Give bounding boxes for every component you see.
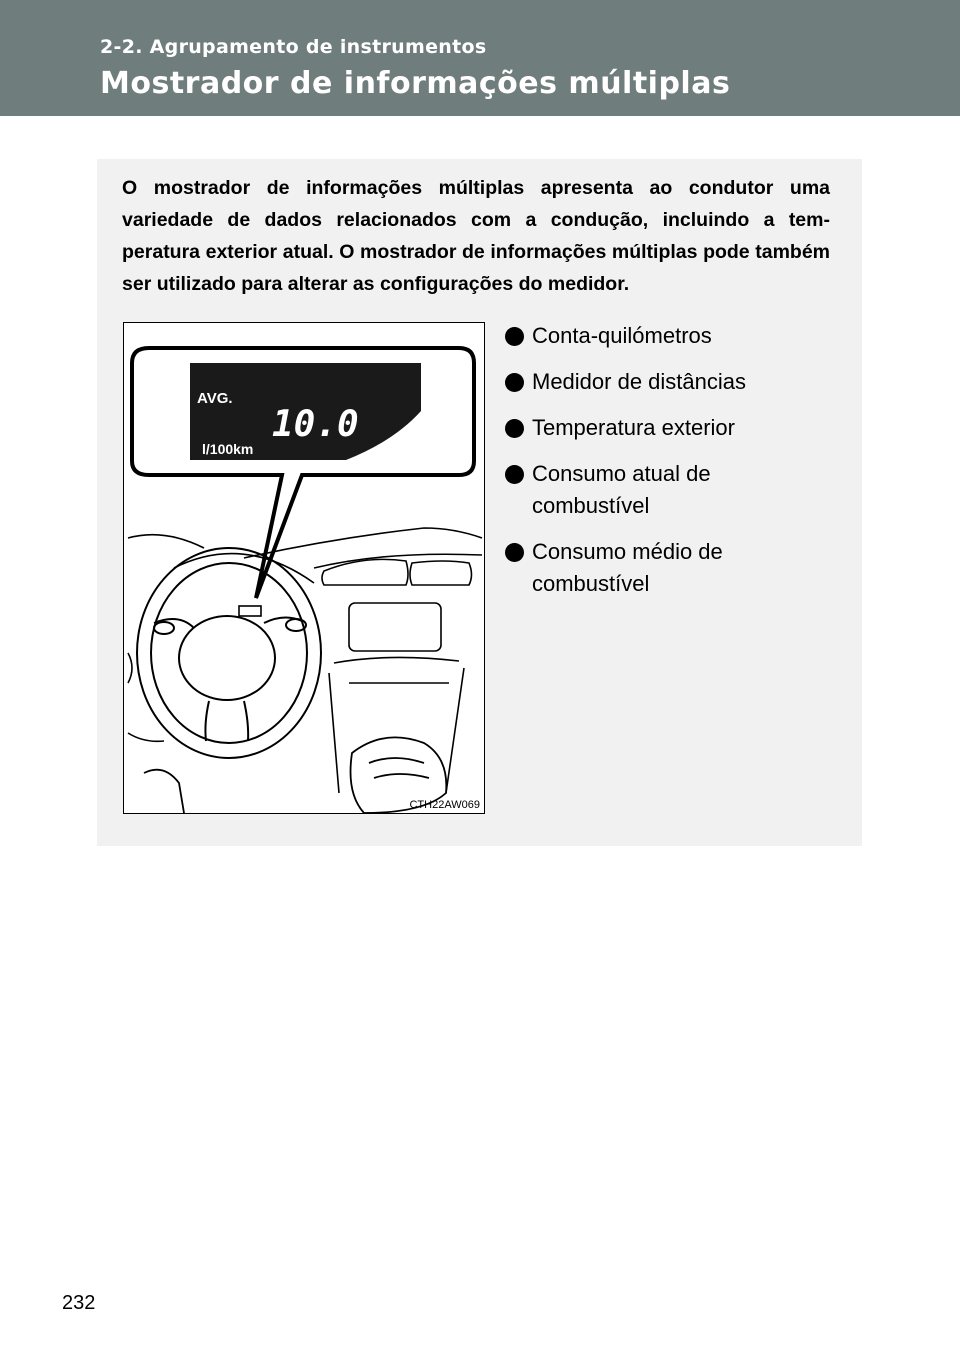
figure-code: CTH22AW069	[409, 799, 480, 811]
list-item: Consumo atual de combustível	[505, 458, 747, 522]
steering-wheel-icon	[137, 548, 321, 758]
page-title: Mostrador de informações múltiplas	[100, 66, 731, 101]
list-item: Conta-quilómetros	[505, 320, 845, 352]
bullet-icon	[505, 419, 524, 438]
dashboard-illustration	[123, 322, 485, 814]
bullet-icon	[505, 543, 524, 562]
section-label: 2-2. Agrupamento de instrumentos	[100, 36, 487, 58]
display-unit: l/100km	[202, 441, 254, 457]
list-item: Temperatura exterior	[505, 412, 845, 444]
page-header	[0, 0, 960, 116]
bullet-icon	[505, 327, 524, 346]
list-item: Medidor de distâncias	[505, 366, 845, 398]
display-value: 10.0	[272, 404, 359, 445]
page-number: 232	[62, 1292, 96, 1314]
bullet-icon	[505, 373, 524, 392]
intro-paragraph: O mostrador de informações múltiplas apresenta ao condutor uma variedade de dados relacionados com a condução, incluindo a tem- peratura exterior atual. O mostrador de informações múltiplas pode também ser utilizado para alterar as configurações do medidor.	[122, 177, 830, 295]
list-item: Consumo médio de combustível	[505, 536, 747, 600]
bullet-icon	[505, 465, 524, 484]
feature-list	[505, 320, 845, 614]
display-label: AVG.	[197, 390, 233, 407]
